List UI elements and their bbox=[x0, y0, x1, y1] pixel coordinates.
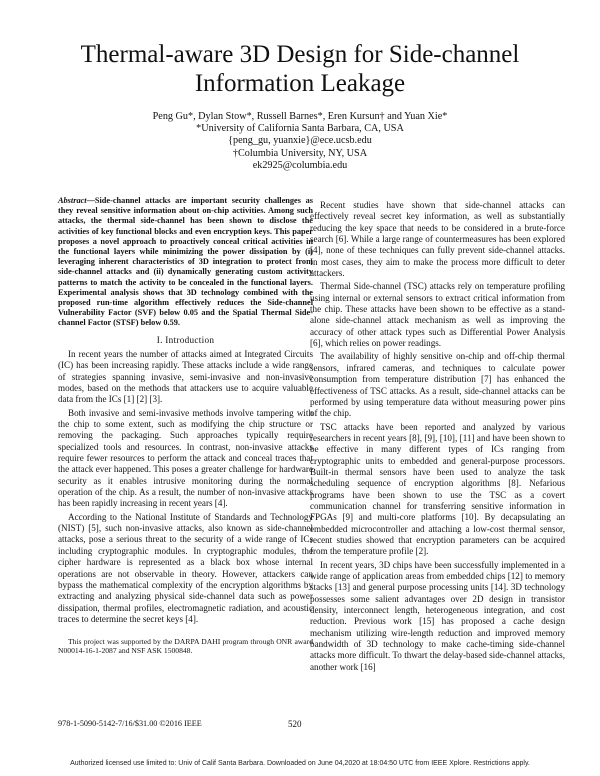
author-list: Peng Gu*, Dylan Stow*, Russell Barnes*, Eren Kursun† and Yuan Xie* bbox=[152, 111, 448, 122]
title-line-1: Thermal-aware 3D Design for Side-channel bbox=[80, 41, 520, 68]
right-column bbox=[310, 200, 565, 675]
abstract-text: —Side-channel attacks are important security challenges as they reveal sensitive information about on-chip activities. Among such attacks, the thermal side-channel has been shown to disclose the activities of key functional blocks and even encryption keys. This paper proposes a novel approach to proactively conceal critical activities in the functional layers while minimizing the power dissipation by (i) leveraging inherent characteristics of 3D integration to protect from side-channel attacks and (ii) dynamically generating custom activity patterns to match the activity to be concealed in the functional layers. Experimental analysis shows that 3D technology combined with the proposed run-time algorithm effectively reduces the Side-channel Vulnerability Factor (SVF) below 0.05 and the Spatial Thermal Side-channel Factor (STSF) below 0.59. bbox=[58, 196, 313, 328]
abstract bbox=[58, 196, 313, 329]
email-1: {peng_gu, yuanxie}@ece.ucsb.edu bbox=[228, 135, 372, 147]
left-column bbox=[58, 196, 313, 627]
paragraph: Thermal Side-channel (TSC) attacks rely on temperature profiling using internal or external sensors to extract critical information from the chip. These attacks have been shown to be effective as a stand-alone side-channel attack mechanism as well as improving the accuracy of other attack types such as Differential Power Analysis [6], which relies on power readings. bbox=[310, 281, 565, 349]
affiliation-1: *University of California Santa Barbara, CA, USA bbox=[196, 123, 404, 135]
affiliation-2: †Columbia University, NY, USA bbox=[232, 147, 368, 159]
page-number: 520 bbox=[288, 719, 302, 729]
paragraph: Both invasive and semi-invasive methods involve tampering with the chip to some extent, such as modifying the chip structure or removing the packaging. Such approaches typically require specialized tools and resources. In contrast, non-invasive attacks require fewer resources to perform the attack and conceal traces that the attack ever happened. This poses a greater challenge for hardware security as it enables intrusive monitoring during the normal operation of the chip. As a result, the number of non-invasive attacks has been rapidly increasing in recent years [4]. bbox=[58, 407, 313, 509]
paragraph: Recent studies have shown that side-channel attacks can effectively reveal secret key information, as well as substantially reducing the key space that needs to be considered in a brute-force search [6]. While a large range of countermeasures has been explored [4], none of these techniques can fully prevent side-channel attacks. In most cases, they aim to make the process more difficult to deter attackers. bbox=[310, 200, 565, 279]
title-line-2: Information Leakage bbox=[194, 70, 406, 97]
paper-title bbox=[60, 40, 540, 98]
paragraph: The availability of highly sensitive on-chip and off-chip thermal sensors, infrared cameras, and techniques to calculate power consumption from temperature distribution [7] has enhanced the effectiveness of TSC attacks. As a result, side-channel attacks can be performed by using temperature data without measuring power pins of the chip. bbox=[310, 351, 565, 419]
footnote-text: This project was supported by the DARPA DAHI program through ONR award N00014-16-1-2087 and NSF ASK 1500848. bbox=[58, 637, 313, 656]
abstract-label: Abstract bbox=[58, 196, 87, 205]
copyright-notice: 978-1-5090-5142-7/16/$31.00 ©2016 IEEE bbox=[58, 719, 202, 728]
paragraph: According to the National Institute of Standards and Technology (NIST) [5], such non-invasive attacks, also known as side-channel attacks, pose a serious threat to the security of a wide range of ICs including cryptographic modules. In cryptographic modules, the cipher hardware is represented as a black box whose internal operations are not observable in theory. However, attackers can bypass the mathematical complexity of the encryption algorithms by extracting and analyzing physical side-channel data such as power dissipation, thermal profiles, electromagnetic radiation, and acoustic traces to determine the secret keys [4]. bbox=[58, 511, 313, 624]
email-2: ek2925@columbia.edu bbox=[252, 159, 348, 171]
footnote bbox=[58, 637, 313, 658]
paragraph: In recent years, 3D chips have been successfully implemented in a wide range of application areas from embedded chips [12] to memory stacks [13] and general purpose processing units [14]. 3D technology possesses some salient advantages over 2D design in transistor density, interconnect length, heterogeneous integration, and cost reduction. Previous work [15] has proposed a cache design mechanism utilizing wire-length reduction and improved memory bandwidth of 3D technology to make cache-timing side-channel attacks more difficult. To thwart the delay-based side-channel attacks, another work [16] bbox=[310, 559, 565, 672]
paragraph: In recent years the number of attacks aimed at Integrated Circuits (IC) has been increasing rapidly. These attacks include a wide range of strategies spanning invasive, semi-invasive and non-invasive modes, based on the methods that attackers use to acquire valuable data from the ICs [1] [2] [3]. bbox=[58, 348, 313, 405]
paragraph: TSC attacks have been reported and analyzed by various researchers in recent years [8], [9], [10], [11] and have been shown to be effective in many different types of ICs ranging from cryptographic units to embedded and general-purpose processors. Built-in thermal sensors have been used to analyze the task scheduling sequence of encryption algorithms [8]. Nefarious programs have been shown to use the TSC as a covert communication channel for transferring sensitive information in FPGAs [9] and multi-core platforms [10]. By decapsulating an embedded microcontroller and attaching a low-cost thermal sensor, recent studies showed that encryption parameters can be acquired from the temperature profile [2]. bbox=[310, 421, 565, 557]
section-heading-introduction: I. Introduction bbox=[156, 334, 215, 345]
author-block bbox=[60, 111, 540, 172]
authorized-use-banner: Authorized licensed use limited to: Univ of Calif Santa Barbara. Downloaded on June 04,2020 at 18:04:50 UTC from IEEE Xplore. Restrictions apply. bbox=[70, 760, 530, 767]
